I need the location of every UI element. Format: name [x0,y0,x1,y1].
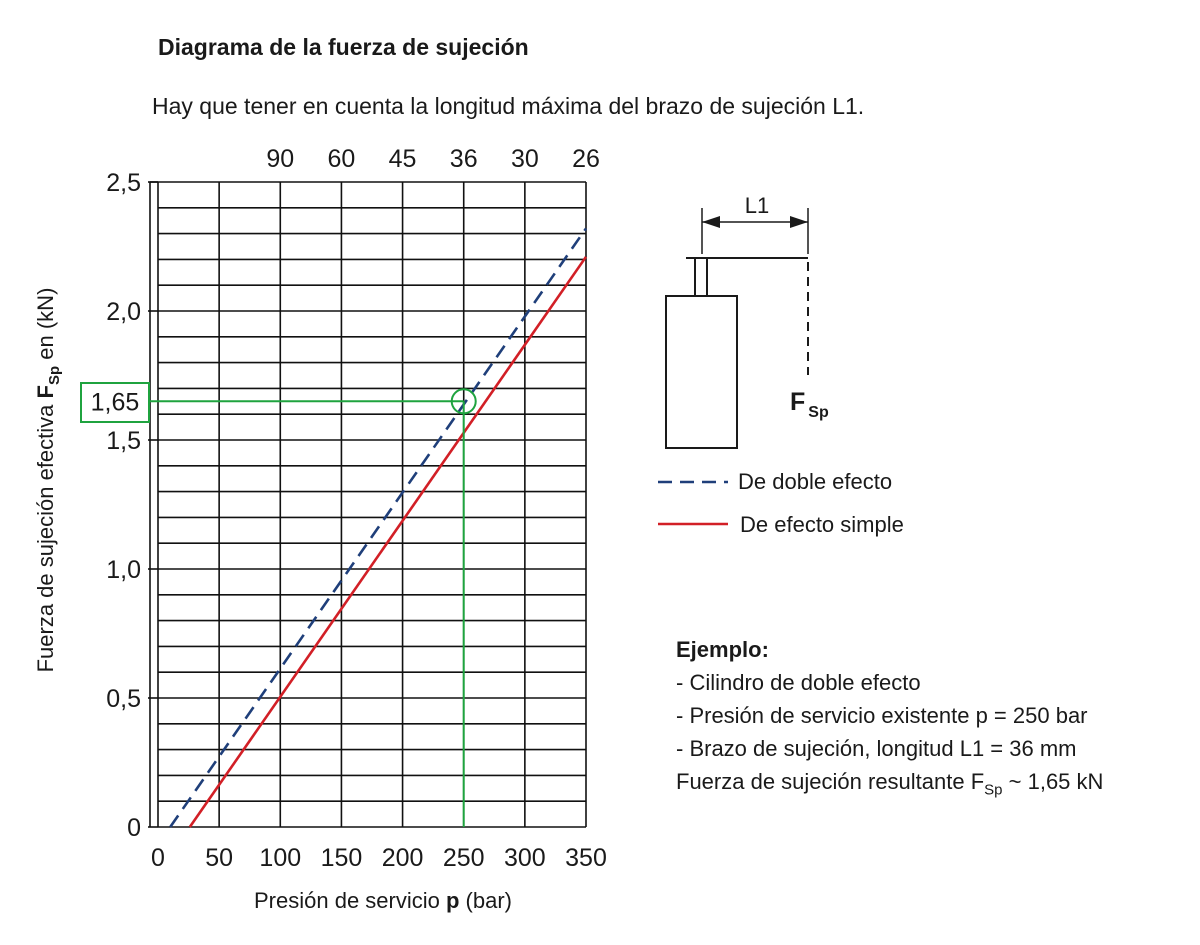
y-tick-label: 0 [127,814,141,842]
x-tick-label: 50 [205,844,234,872]
top-axis-label: 36 [449,145,478,173]
example-line: - Presión de servicio existente p = 250 bar [676,703,1088,728]
subtitle: Hay que tener en cuenta la longitud máxima del brazo de sujeción L1. [152,93,865,119]
y-axis-label: Fuerza de sujeción efectiva $F_{Sp}$ en (kN) [33,287,63,673]
example-box [676,633,1103,806]
top-axis-label: 30 [510,145,539,173]
y-tick-label: 0,5 [106,685,141,713]
x-tick-label: 200 [381,844,424,872]
y-tick-label: 1,0 [106,556,141,584]
example-line: - Brazo de sujeción, longitud L1 = 36 mm [676,736,1077,761]
y-tick-label: 1,5 [106,427,141,455]
example-title: Ejemplo: [676,637,769,662]
clamp-diagram [666,208,808,448]
series-line-double-acting [170,228,586,827]
tick-labels [106,145,607,872]
l1-label: L1 [744,193,770,218]
top-axis-label: 90 [266,145,295,173]
legend [658,482,728,524]
series-line-single-acting [190,257,586,827]
legend-label-single-acting: De efecto simple [740,512,904,537]
x-tick-label: 100 [259,844,302,872]
x-axis-label: Presión de servicio p (bar) [254,888,512,913]
x-tick-label: 300 [503,844,546,872]
top-axis-label: 60 [327,145,356,173]
x-tick-label: 250 [442,844,485,872]
y-tick-label: 2,5 [106,169,141,197]
grid [148,182,586,827]
legend-label-double-acting: De doble efecto [738,469,893,494]
series-layer [170,228,586,827]
x-tick-label: 150 [320,844,363,872]
top-axis-label: 26 [572,145,600,173]
piston-rod [695,258,707,296]
example-result: Fuerza de sujeción resultante $F_{Sp}$ ~ 1,65 kN [676,769,1104,799]
y-tick-label: 2,0 [106,298,141,326]
example-line: - Cilindro de doble efecto [676,670,921,695]
top-axis-label: 45 [388,145,417,173]
cylinder-body [666,296,737,448]
x-tick-label: 0 [151,844,165,872]
l1-arrow-right [790,216,808,228]
x-tick-label: 350 [565,844,607,872]
reading-value-label: 1,65 [90,388,140,417]
force-label: F $_{Sp}$ [790,388,829,421]
page-title: Diagrama de la fuerza de sujeción [158,34,529,60]
l1-arrow-left [702,216,720,228]
